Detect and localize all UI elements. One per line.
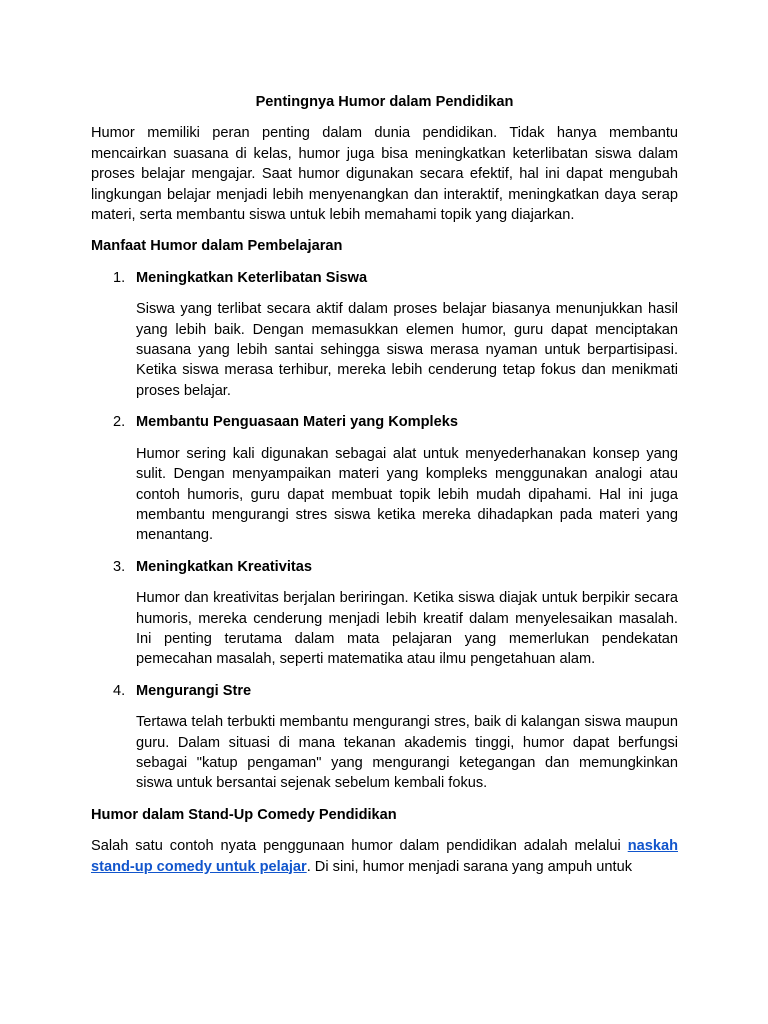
- list-item-number: 2.: [113, 414, 126, 431]
- benefits-list: [91, 268, 678, 794]
- list-item-number: 4.: [113, 682, 126, 699]
- list-item-body: Humor sering kali digunakan sebagai alat untuk menyederhanakan konsep yang sulit. Dengan menyampaikan materi yang kompleks menggunakan analogi atau contoh humoris, guru dapat membuat topik lebih mudah dipahami. Hal ini juga membantu mengurangi stres siswa ketika mereka dihadapkan pada materi yang menantang.: [136, 445, 678, 544]
- list-item-number: 3.: [113, 558, 126, 575]
- list-item-title: Mengurangi Stre: [136, 682, 252, 699]
- list-item-title: Membantu Penguasaan Materi yang Kompleks: [136, 414, 458, 431]
- list-item-title: Meningkatkan Keterlibatan Siswa: [136, 269, 368, 286]
- list-item-heading: [91, 681, 678, 701]
- standup-paragraph: [91, 836, 678, 877]
- list-item: [91, 412, 678, 545]
- list-item-number: 1.: [113, 269, 126, 286]
- naskah-standup-link[interactable]: naskah stand-up comedy untuk pelajar: [91, 838, 678, 875]
- document-body: [91, 92, 678, 888]
- list-item-heading: [91, 412, 678, 432]
- standup-paragraph-lead: Salah satu contoh nyata penggunaan humor dalam pendidikan adalah melalui: [91, 838, 628, 855]
- list-item-heading: [91, 557, 678, 577]
- document-title: Pentingnya Humor dalam Pendidikan: [255, 94, 514, 110]
- list-item-body: Siswa yang terlibat secara aktif dalam proses belajar biasanya menunjukkan hasil yang lebih baik. Dengan memasukkan elemen humor, guru dapat menciptakan suasana yang lebih santai sehingga siswa merasa nyaman untuk berpartisipasi. Ketika siswa merasa terhibur, mereka lebih cenderung tetap fokus dan menikmati proses belajar.: [136, 301, 678, 399]
- list-item-body: Humor dan kreativitas berjalan beriringan. Ketika siswa diajak untuk berpikir secara humoris, mereka cenderung menjadi lebih kreatif dalam menyelesaikan masalah. Ini penting terutama dalam mata pelajaran yang memerlukan pendekatan pemecahan masalah, seperti matematika atau ilmu pengetahuan alam.: [136, 590, 678, 668]
- section-heading-benefits: Manfaat Humor dalam Pembelajaran: [91, 238, 343, 255]
- list-item-heading: [91, 268, 678, 288]
- intro-paragraph: Humor memiliki peran penting dalam dunia pendidikan. Tidak hanya membantu mencairkan suasana di kelas, humor juga bisa meningkatkan keterlibatan siswa dalam proses belajar mengajar. Saat humor digunakan secara efektif, hal ini dapat mengubah lingkungan belajar menjadi lebih menyenangkan dan interaktif, meningkatkan daya serap materi, serta membantu siswa untuk lebih memahami topik yang diajarkan.: [91, 125, 678, 224]
- list-item: [91, 268, 678, 401]
- list-item: [91, 681, 678, 794]
- standup-paragraph-tail: . Di sini, humor menjadi sarana yang ampuh untuk: [306, 858, 632, 875]
- section-heading-standup: Humor dalam Stand-Up Comedy Pendidikan: [91, 806, 397, 823]
- list-item-title: Meningkatkan Kreativitas: [136, 558, 312, 575]
- list-item: [91, 557, 678, 670]
- list-item-body: Tertawa telah terbukti membantu mengurangi stres, baik di kalangan siswa maupun guru. Dalam situasi di mana tekanan akademis tinggi, humor dapat berfungsi sebagai "katup pengaman" yang mengurangi ketegangan dan memungkinkan siswa untuk bersantai sejenak sebelum kembali fokus.: [136, 714, 678, 792]
